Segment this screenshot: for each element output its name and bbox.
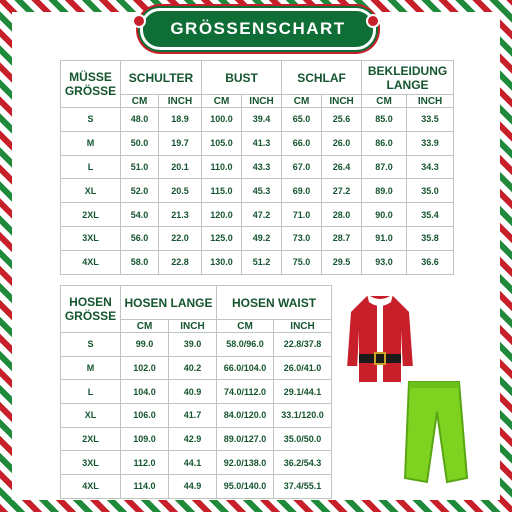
table-row <box>61 451 332 475</box>
measurement-cell: 91.0 <box>362 226 407 250</box>
measurement-cell: 56.0 <box>121 226 159 250</box>
measurement-cell: 110.0 <box>202 155 242 179</box>
measurement-cell: 19.7 <box>159 131 202 155</box>
size-label: XL <box>61 404 121 428</box>
measurement-cell: 84.0/120.0 <box>217 404 274 428</box>
measurement-cell: 35.0 <box>407 179 454 203</box>
measurement-cell: 22.0 <box>159 226 202 250</box>
measurement-cell: 28.7 <box>322 226 362 250</box>
table-row <box>61 108 454 132</box>
measurement-cell: 51.2 <box>242 250 282 274</box>
measurement-cell: 89.0/127.0 <box>217 427 274 451</box>
measurement-cell: 85.0 <box>362 108 407 132</box>
measurement-cell: 93.0 <box>362 250 407 274</box>
measurement-cell: 71.0 <box>282 203 322 227</box>
header-pants-size: HOSEN GRÖSSE <box>61 286 121 333</box>
size-label: 4XL <box>61 475 121 499</box>
measurement-cell: 40.2 <box>169 356 217 380</box>
measurement-cell: 22.8 <box>159 250 202 274</box>
measurement-cell: 39.4 <box>242 108 282 132</box>
green-pants-icon <box>395 378 473 490</box>
measurement-cell: 35.4 <box>407 203 454 227</box>
measurement-cell: 25.6 <box>322 108 362 132</box>
measurement-cell: 42.9 <box>169 427 217 451</box>
measurement-cell: 120.0 <box>202 203 242 227</box>
unit-cm: CM <box>282 95 322 108</box>
unit-inch: INCH <box>322 95 362 108</box>
measurement-cell: 18.9 <box>159 108 202 132</box>
header-garment-size: MÜSSE GRÖSSE <box>61 61 121 108</box>
measurement-cell: 40.9 <box>169 380 217 404</box>
ornament-left <box>132 14 146 28</box>
measurement-cell: 35.0/50.0 <box>274 427 332 451</box>
size-label: XL <box>61 179 121 203</box>
size-label: S <box>61 333 121 357</box>
unit-inch: INCH <box>169 320 217 333</box>
size-label: 3XL <box>61 226 121 250</box>
measurement-cell: 74.0/112.0 <box>217 380 274 404</box>
measurement-cell: 44.1 <box>169 451 217 475</box>
measurement-cell: 87.0 <box>362 155 407 179</box>
measurement-cell: 50.0 <box>121 131 159 155</box>
table-row <box>61 250 454 274</box>
table-row <box>61 179 454 203</box>
measurement-cell: 106.0 <box>121 404 169 428</box>
size-label: S <box>61 108 121 132</box>
measurement-cell: 26.0/41.0 <box>274 356 332 380</box>
measurement-cell: 125.0 <box>202 226 242 250</box>
measurement-cell: 34.3 <box>407 155 454 179</box>
size-label: 3XL <box>61 451 121 475</box>
measurement-cell: 112.0 <box>121 451 169 475</box>
measurement-cell: 33.5 <box>407 108 454 132</box>
measurement-cell: 20.5 <box>159 179 202 203</box>
table-row <box>61 155 454 179</box>
unit-cm: CM <box>362 95 407 108</box>
measurement-cell: 36.6 <box>407 250 454 274</box>
header-shoulder: SCHULTER <box>121 61 202 95</box>
measurement-cell: 89.0 <box>362 179 407 203</box>
measurement-cell: 41.7 <box>169 404 217 428</box>
measurement-cell: 130.0 <box>202 250 242 274</box>
size-label: 2XL <box>61 427 121 451</box>
measurement-cell: 20.1 <box>159 155 202 179</box>
measurement-cell: 109.0 <box>121 427 169 451</box>
measurement-cell: 41.3 <box>242 131 282 155</box>
unit-inch: INCH <box>242 95 282 108</box>
size-chart-title: GRÖSSENSCHART <box>140 8 376 50</box>
header-sleeve: SCHLAF <box>282 61 362 95</box>
measurement-cell: 27.2 <box>322 179 362 203</box>
measurement-cell: 95.0/140.0 <box>217 475 274 499</box>
measurement-cell: 44.9 <box>169 475 217 499</box>
measurement-cell: 99.0 <box>121 333 169 357</box>
measurement-cell: 48.0 <box>121 108 159 132</box>
header-pants-length: HOSEN LANGE <box>121 286 217 320</box>
measurement-cell: 45.3 <box>242 179 282 203</box>
measurement-cell: 26.4 <box>322 155 362 179</box>
size-label: L <box>61 380 121 404</box>
measurement-cell: 75.0 <box>282 250 322 274</box>
table-row <box>61 131 454 155</box>
measurement-cell: 37.4/55.1 <box>274 475 332 499</box>
measurement-cell: 114.0 <box>121 475 169 499</box>
table-row <box>61 226 454 250</box>
table-row <box>61 380 332 404</box>
measurement-cell: 22.8/37.8 <box>274 333 332 357</box>
measurement-cell: 36.2/54.3 <box>274 451 332 475</box>
measurement-cell: 33.9 <box>407 131 454 155</box>
measurement-cell: 49.2 <box>242 226 282 250</box>
header-pants-waist: HOSEN WAIST <box>217 286 332 320</box>
measurement-cell: 29.5 <box>322 250 362 274</box>
measurement-cell: 35.8 <box>407 226 454 250</box>
measurement-cell: 51.0 <box>121 155 159 179</box>
measurement-cell: 100.0 <box>202 108 242 132</box>
measurement-cell: 66.0/104.0 <box>217 356 274 380</box>
table-row <box>61 427 332 451</box>
measurement-cell: 105.0 <box>202 131 242 155</box>
measurement-cell: 66.0 <box>282 131 322 155</box>
measurement-cell: 69.0 <box>282 179 322 203</box>
measurement-cell: 104.0 <box>121 380 169 404</box>
measurement-cell: 102.0 <box>121 356 169 380</box>
unit-inch: INCH <box>274 320 332 333</box>
ornament-right <box>366 14 380 28</box>
table-row <box>61 333 332 357</box>
measurement-cell: 26.0 <box>322 131 362 155</box>
header-bust: BUST <box>202 61 282 95</box>
table-row <box>61 356 332 380</box>
size-label: 2XL <box>61 203 121 227</box>
unit-cm: CM <box>121 320 169 333</box>
header-garment-length: BEKLEIDUNG LANGE <box>362 61 454 95</box>
jacket-size-table <box>60 60 454 275</box>
size-label: M <box>61 356 121 380</box>
table-row <box>61 404 332 428</box>
measurement-cell: 73.0 <box>282 226 322 250</box>
measurement-cell: 58.0 <box>121 250 159 274</box>
size-label: 4XL <box>61 250 121 274</box>
measurement-cell: 47.2 <box>242 203 282 227</box>
measurement-cell: 43.3 <box>242 155 282 179</box>
unit-inch: INCH <box>159 95 202 108</box>
measurement-cell: 28.0 <box>322 203 362 227</box>
measurement-cell: 58.0/96.0 <box>217 333 274 357</box>
measurement-cell: 29.1/44.1 <box>274 380 332 404</box>
measurement-cell: 67.0 <box>282 155 322 179</box>
measurement-cell: 115.0 <box>202 179 242 203</box>
measurement-cell: 52.0 <box>121 179 159 203</box>
measurement-cell: 92.0/138.0 <box>217 451 274 475</box>
size-label: M <box>61 131 121 155</box>
unit-cm: CM <box>217 320 274 333</box>
pants-size-table <box>60 285 332 499</box>
size-label: L <box>61 155 121 179</box>
measurement-cell: 54.0 <box>121 203 159 227</box>
measurement-cell: 21.3 <box>159 203 202 227</box>
measurement-cell: 90.0 <box>362 203 407 227</box>
table-row <box>61 203 454 227</box>
measurement-cell: 39.0 <box>169 333 217 357</box>
measurement-cell: 33.1/120.0 <box>274 404 332 428</box>
unit-cm: CM <box>202 95 242 108</box>
unit-cm: CM <box>121 95 159 108</box>
unit-inch: INCH <box>407 95 454 108</box>
measurement-cell: 86.0 <box>362 131 407 155</box>
measurement-cell: 65.0 <box>282 108 322 132</box>
table-row <box>61 475 332 499</box>
